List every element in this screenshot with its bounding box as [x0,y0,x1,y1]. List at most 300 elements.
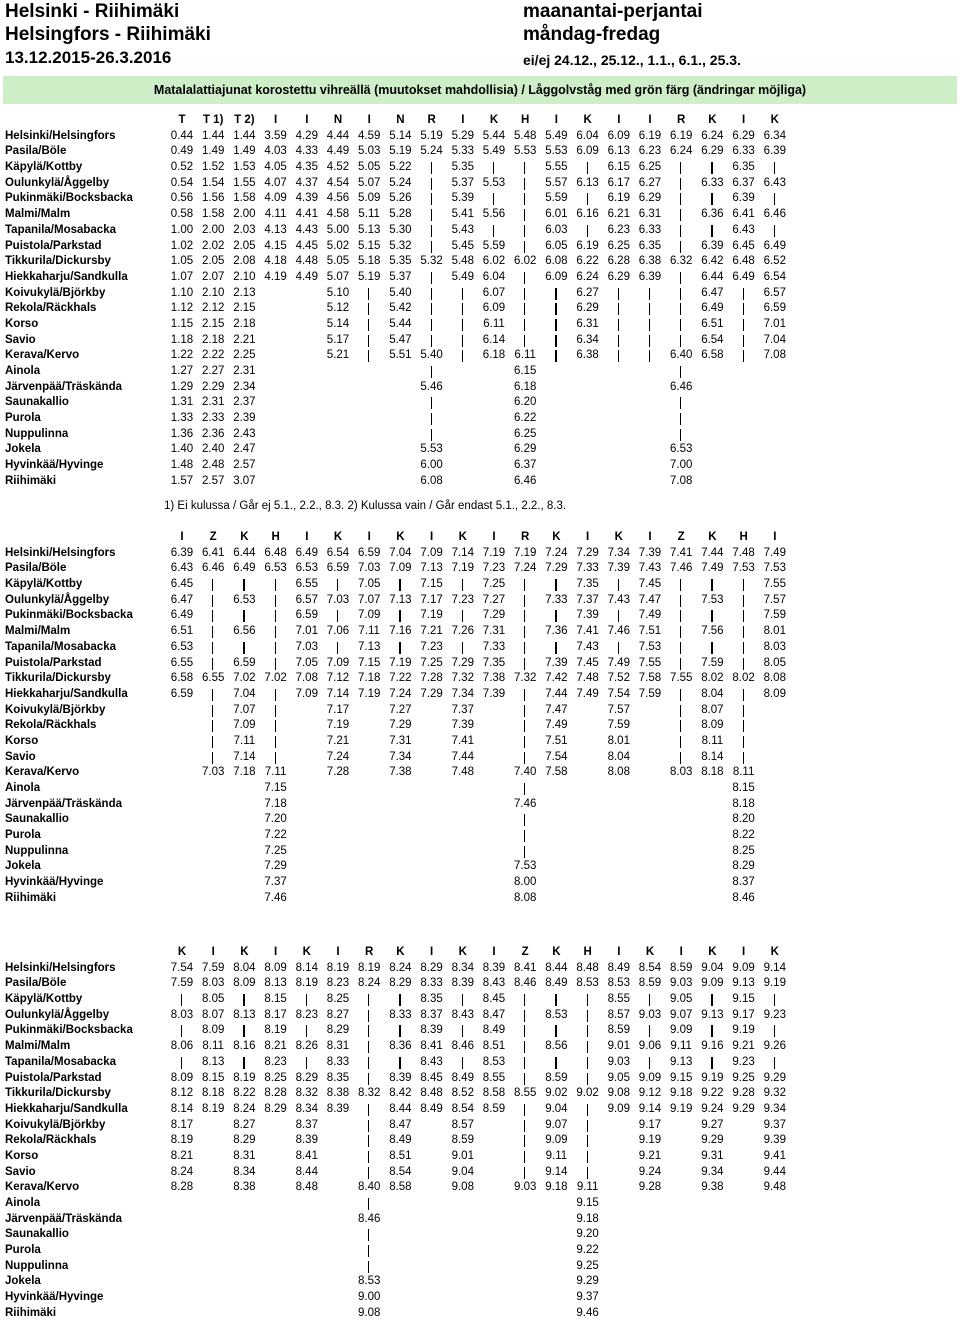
departure-time: 7.48 [576,672,599,685]
departure-time: 7.13 [389,593,412,606]
departure-time: 7.01 [295,625,318,638]
departure-time: 7.37 [264,876,287,889]
train-category: I [741,114,746,126]
departure-time: 9.37 [576,1291,599,1304]
departure-time: 8.06 [170,1040,194,1053]
departure-time: 6.49 [170,609,194,622]
departure-time: 7.39 [576,609,599,622]
departure-time: 5.00 [326,223,350,236]
departure-time: 9.05 [607,1071,630,1084]
departure-time: 9.27 [701,1118,724,1131]
departure-time: 1.44 [201,129,225,142]
departure-time: 5.41 [451,208,474,221]
departure-time: 7.46 [607,625,630,638]
departure-time: 5.51 [389,349,412,362]
station-name: Oulunkylä/Åggelby [5,593,110,606]
departure-time: 1.02 [170,239,194,252]
station-name: Purola [5,829,41,842]
departure-time: 6.45 [732,239,755,252]
departure-time: 6.49 [763,239,786,252]
departure-time: 6.08 [420,474,443,487]
departure-time: 8.49 [607,961,630,974]
departure-time: 5.18 [357,255,381,268]
departure-time: 1.58 [201,208,225,221]
departure-time: 8.09 [264,961,287,974]
station-name: Savio [5,1165,36,1178]
departure-time: 5.07 [357,176,381,189]
departure-time: 5.22 [389,161,412,174]
departure-time: 7.18 [233,766,256,779]
departure-time: 8.44 [295,1165,318,1178]
departure-time: 7.49 [701,562,724,575]
departure-time: 7.54 [545,750,568,763]
departure-time: 5.53 [482,176,506,189]
departure-time: 5.49 [451,270,474,283]
station-name: Hiekkaharju/Sandkulla [5,270,128,283]
departure-time: 5.14 [389,129,412,142]
departure-time: 6.22 [576,255,599,268]
station-name: Tikkurila/Dickursby [5,672,111,685]
departure-time: 9.07 [669,1008,693,1021]
departure-time: 8.19 [201,1102,225,1115]
departure-time: 8.44 [545,961,568,974]
departure-time: 7.44 [545,687,568,700]
departure-time: 8.39 [451,977,474,990]
departure-time: 6.59 [233,656,256,669]
departure-time: 6.49 [701,302,724,315]
train-category: I [492,531,496,543]
station-name: Pasila/Böle [5,145,67,158]
departure-time: 8.59 [545,1071,568,1084]
departure-time: 6.44 [233,546,256,559]
departure-time: 9.13 [669,1055,693,1068]
departure-time: 8.19 [326,961,350,974]
departure-time: 9.22 [701,1087,724,1100]
departure-time: 5.45 [451,239,474,252]
departure-time: 0.54 [170,176,194,189]
station-name: Kerava/Kervo [5,1181,80,1194]
departure-time: 6.53 [295,562,318,575]
departure-time: 5.40 [420,349,443,362]
departure-time: 8.04 [607,750,630,763]
departure-time: 8.08 [763,672,786,685]
departure-time: 4.05 [264,161,287,174]
departure-time: 7.49 [763,546,786,559]
departure-time: 5.55 [545,161,568,174]
departure-time: 7.05 [357,578,381,591]
departure-time: 7.53 [732,562,755,575]
departure-time: 8.07 [201,1008,225,1021]
departure-time: 8.13 [264,977,287,990]
train-category: H [583,946,592,958]
departure-time: 8.14 [170,1102,194,1115]
departure-time: 7.39 [451,719,474,732]
train-category: K [396,946,405,958]
departure-time: 8.04 [701,687,724,700]
departure-time: 8.59 [638,977,662,990]
train-category: I [429,531,434,543]
departure-time: 2.18 [201,333,225,346]
departure-time: 6.39 [638,270,662,283]
departure-time: 7.55 [669,672,693,685]
departure-time: 7.13 [420,562,443,575]
departure-time: 8.09 [201,1024,225,1037]
departure-time: 7.58 [545,766,568,779]
departure-time: 6.35 [732,161,755,174]
departure-time: 4.59 [357,129,381,142]
train-category: R [427,114,436,126]
station-name: Malmi/Malm [5,625,71,638]
departure-time: 5.49 [545,129,568,142]
departure-time: 2.43 [233,427,256,440]
departure-time: 6.59 [326,562,350,575]
station-name: Järvenpää/Träskända [5,380,122,393]
departure-time: 7.07 [233,703,256,716]
departure-time: 4.37 [295,176,318,189]
departure-time: 9.04 [545,1102,568,1115]
departure-time: 6.29 [638,192,662,205]
departure-time: 8.39 [295,1134,318,1147]
departure-time: 8.19 [233,1071,256,1084]
train-category: I [585,531,590,543]
station-name: Oulunkylä/Åggelby [5,176,110,189]
departure-time: 6.55 [295,578,318,591]
departure-time: 7.24 [545,546,568,559]
departure-time: 1.49 [201,145,225,158]
departure-time: 8.13 [201,1055,225,1068]
station-name: Hiekkaharju/Sandkulla [5,1102,128,1115]
train-category: I [336,946,340,958]
train-category: I [617,114,621,126]
departure-time: 5.13 [357,223,381,236]
departure-time: 8.33 [389,1008,412,1021]
departure-time: 8.43 [451,1008,474,1021]
departure-time: 2.21 [233,333,256,346]
departure-time: 5.46 [420,380,443,393]
departure-time: 6.07 [482,286,506,299]
train-category: H [271,531,280,543]
departure-time: 6.13 [576,176,599,189]
train-category: I [554,114,558,126]
departure-time: 8.54 [389,1165,412,1178]
departure-time: 6.31 [638,208,662,221]
departure-time: 7.19 [389,656,412,669]
departure-time: 7.34 [451,687,474,700]
departure-time: 7.24 [326,750,350,763]
departure-time: 4.43 [295,223,318,236]
station-name: Puistola/Parkstad [5,656,102,669]
departure-time: 7.38 [482,672,506,685]
station-name: Nuppulinna [5,1259,69,1272]
departure-time: 6.46 [669,380,693,393]
departure-time: 5.44 [482,129,506,142]
station-name: Jokela [5,1275,41,1288]
departure-time: 8.54 [451,1102,474,1115]
station-name: Korso [5,734,39,747]
departure-time: 8.35 [420,993,443,1006]
departure-time: 6.24 [576,270,599,283]
departure-time: 8.23 [295,1008,318,1021]
train-category: I [367,531,371,543]
departure-time: 2.02 [201,239,225,252]
departure-time: 9.08 [451,1181,474,1194]
departure-time: 7.03 [295,640,318,653]
departure-time: 7.16 [389,625,412,638]
departure-time: 8.48 [295,1181,318,1194]
departure-time: 1.58 [233,192,256,205]
departure-time: 8.00 [513,876,537,889]
departure-time: 9.29 [763,1071,786,1084]
departure-time: 7.46 [669,562,693,575]
departure-time: 7.57 [763,593,786,606]
departure-time: 6.43 [732,223,755,236]
departure-time: 6.41 [732,208,755,221]
departure-time: 5.10 [326,286,350,299]
departure-time: 5.53 [545,145,568,158]
departure-time: 6.32 [669,255,693,268]
station-name: Tikkurila/Dickursby [5,255,111,268]
departure-time: 7.59 [638,687,662,700]
departure-time: 6.37 [732,176,755,189]
departure-time: 9.24 [638,1165,662,1178]
departure-time: 6.49 [295,546,318,559]
departure-time: 9.15 [669,1071,693,1084]
station-name: Tapanila/Mosabacka [5,1055,116,1068]
departure-time: 9.09 [701,977,724,990]
departure-time: 9.08 [607,1087,630,1100]
train-category: K [302,946,311,958]
weekdays-sv: måndag-fredag [523,24,661,45]
departure-time: 2.12 [201,302,225,315]
departure-time: 9.11 [576,1181,599,1194]
station-name: Jokela [5,860,41,873]
departure-time: 6.34 [576,333,599,346]
departure-time: 7.35 [576,578,599,591]
departure-time: 8.09 [170,1071,194,1084]
departure-time: 0.52 [170,161,194,174]
departure-time: 5.02 [326,239,350,252]
departure-time: 8.15 [201,1071,225,1084]
departure-time: 5.32 [389,239,412,252]
station-name: Riihimäki [5,891,57,904]
departure-time: 9.18 [545,1181,568,1194]
train-category: K [708,114,717,126]
departure-time: 8.57 [451,1118,474,1131]
departure-time: 6.53 [233,593,256,606]
departure-time: 7.36 [545,625,568,638]
departure-time: 8.03 [669,766,693,779]
departure-time: 4.15 [264,239,287,252]
departure-time: 5.24 [389,176,412,189]
departure-time: 6.04 [576,129,599,142]
departure-time: 7.49 [638,609,662,622]
departure-time: 8.29 [233,1134,256,1147]
departure-time: 8.18 [201,1087,225,1100]
departure-time: 7.56 [701,625,724,638]
departure-time: 6.22 [513,412,537,425]
departure-time: 8.51 [482,1040,506,1053]
departure-time: 2.40 [201,443,225,456]
departure-time: 8.38 [233,1181,256,1194]
train-category: K [552,531,561,543]
departure-time: 8.37 [420,1008,443,1021]
departure-time: 2.00 [201,223,225,236]
departure-time: 6.18 [482,349,506,362]
departure-time: 6.24 [701,129,724,142]
departure-time: 6.09 [545,270,568,283]
departure-time: 9.01 [607,1040,630,1053]
departure-time: 9.17 [732,1008,755,1021]
departure-time: 7.59 [763,609,786,622]
train-category: K [708,946,717,958]
station-name: Tapanila/Mosabacka [5,640,116,653]
departure-time: 5.35 [451,161,474,174]
departure-time: 7.28 [420,672,443,685]
departure-time: 6.25 [607,239,630,252]
station-name: Riihimäki [5,1306,57,1319]
departure-time: 8.53 [357,1275,381,1288]
departure-time: 8.58 [482,1087,506,1100]
departure-time: 7.09 [295,687,318,700]
departure-time: 9.09 [638,1071,662,1084]
departure-time: 7.23 [451,593,474,606]
departure-time: 1.55 [233,176,256,189]
departure-time: 5.53 [420,443,443,456]
departure-time: 9.23 [732,1055,755,1068]
departure-time: 7.29 [389,719,412,732]
departure-time: 6.47 [170,593,194,606]
departure-time: 6.15 [513,365,537,377]
departure-time: 8.19 [357,961,381,974]
station-name: Ainola [5,782,41,794]
station-name: Kerava/Kervo [5,349,80,362]
departure-time: 4.13 [264,223,287,236]
departure-time: 6.37 [513,459,537,472]
departure-time: 6.55 [201,672,225,685]
departure-time: 8.37 [295,1118,318,1131]
departure-time: 8.07 [701,703,724,716]
departure-time: 9.19 [732,1024,755,1037]
departure-time: 6.27 [638,176,662,189]
departure-time: 7.11 [264,766,287,779]
departure-time: 6.53 [669,443,693,456]
departure-time: 8.33 [326,1055,350,1068]
departure-time: 4.39 [295,192,318,205]
departure-time: 1.36 [170,427,194,440]
departure-time: 9.03 [669,977,693,990]
train-category: I [461,114,465,126]
departure-time: 7.51 [545,734,568,747]
departure-time: 8.39 [420,1024,443,1037]
departure-time: 8.46 [513,977,537,990]
departure-time: 2.33 [201,412,225,425]
departure-time: 7.29 [420,687,443,700]
station-name: Purola [5,1244,41,1257]
station-name: Rekola/Räckhals [5,1134,97,1147]
departure-time: 9.05 [669,993,693,1006]
departure-time: 7.19 [420,609,443,622]
departure-time: 8.59 [482,1102,506,1115]
departure-time: 8.25 [732,844,755,857]
departure-time: 8.27 [233,1118,256,1131]
departure-time: 2.29 [201,380,225,393]
departure-time: 8.12 [170,1087,194,1100]
train-category: I [617,946,621,958]
departure-time: 8.15 [732,782,755,794]
departure-time: 9.08 [357,1306,381,1319]
departure-time: 5.59 [482,239,506,252]
departure-time: 8.29 [389,977,412,990]
departure-time: 2.57 [201,474,225,487]
departure-time: 8.24 [170,1165,194,1178]
departure-time: 8.22 [732,829,755,842]
departure-time: 9.48 [763,1181,786,1194]
departure-time: 7.53 [701,593,724,606]
departure-time: 6.39 [732,192,755,205]
departure-time: 6.19 [638,129,662,142]
train-category: Z [521,946,529,958]
departure-time: 8.55 [513,1087,537,1100]
departure-time: 9.44 [763,1165,786,1178]
departure-time: 7.47 [545,703,568,716]
train-category: I [648,114,652,126]
departure-time: 8.03 [763,640,786,653]
departure-time: 4.33 [295,145,318,158]
departure-time: 7.53 [513,860,537,873]
departure-time: 8.36 [389,1040,412,1053]
train-category: I [429,946,434,958]
departure-time: 7.09 [326,656,350,669]
departure-time: 8.19 [264,1024,287,1037]
station-name: Järvenpää/Träskända [5,1212,122,1225]
departure-time: 6.09 [482,302,506,315]
departure-time: 8.59 [451,1134,474,1147]
departure-time: 8.41 [295,1149,318,1162]
station-name: Malmi/Malm [5,1040,71,1053]
station-name: Järvenpää/Träskända [5,797,122,810]
departure-time: 8.27 [326,1008,350,1021]
departure-time: 8.47 [482,1008,506,1021]
departure-time: 8.43 [420,1055,443,1068]
departure-time: 8.11 [701,734,724,747]
departure-time: 7.42 [545,672,568,685]
departure-time: 6.03 [545,223,568,236]
departure-time: 7.26 [451,625,474,638]
departure-time: 7.35 [482,656,506,669]
departure-time: 8.41 [513,961,537,974]
station-name: Kerava/Kervo [5,766,80,779]
departure-time: 8.54 [638,961,662,974]
departure-time: 6.57 [295,593,318,606]
departure-time: 7.47 [638,593,662,606]
departure-time: 6.09 [576,145,599,158]
departure-time: 8.34 [295,1102,318,1115]
departure-time: 6.19 [576,239,599,252]
departure-time: 8.34 [451,961,474,974]
departure-time: 8.35 [326,1071,350,1084]
station-name: Helsinki/Helsingfors [5,546,116,559]
train-category: Z [677,531,685,543]
departure-time: 6.42 [701,255,724,268]
departure-time: 1.53 [233,161,256,174]
departure-time: 8.17 [264,1008,287,1021]
departure-time: 8.14 [295,961,318,974]
departure-time: 2.57 [233,459,256,472]
train-category: I [211,946,215,958]
departure-time: 2.10 [201,286,225,299]
station-name: Koivukylä/Björkby [5,1118,106,1131]
departure-time: 2.36 [201,427,225,440]
